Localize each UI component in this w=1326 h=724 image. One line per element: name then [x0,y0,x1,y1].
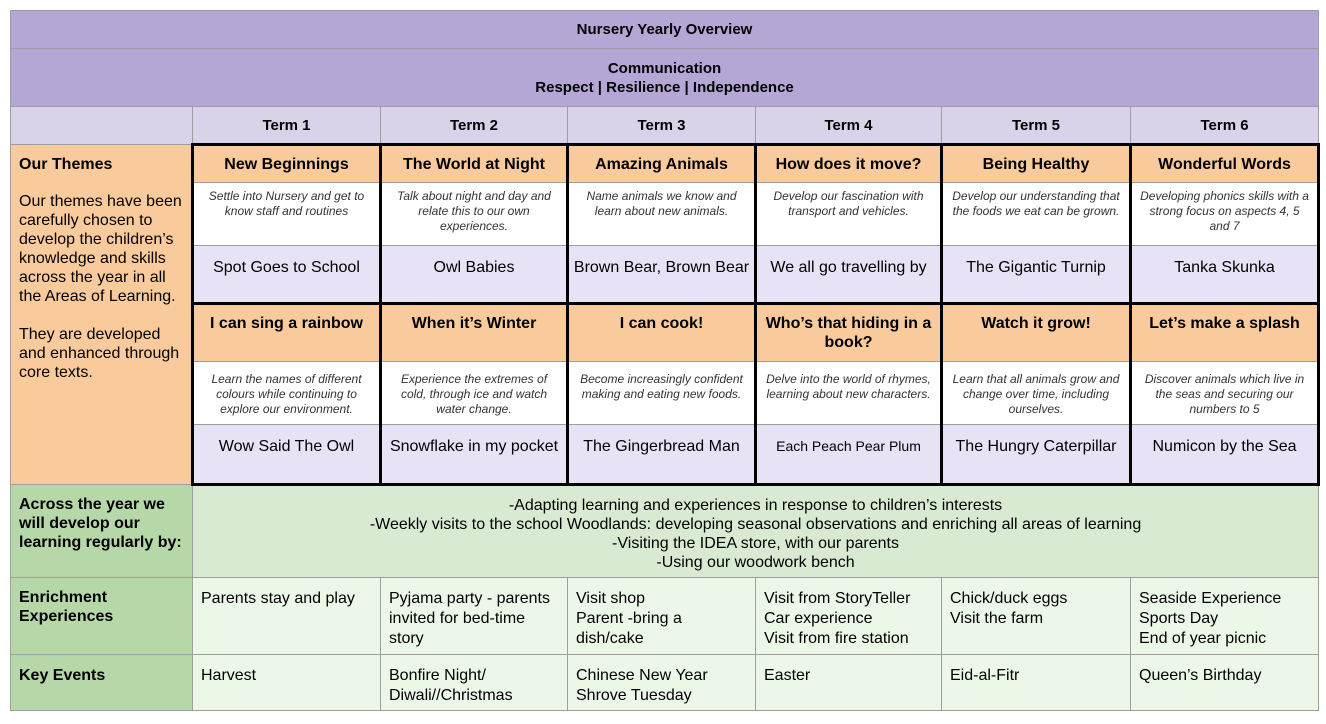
theme-name: Let’s make a splash [1131,304,1319,362]
enrichment-cell [756,578,942,655]
key-event-item: Eid-al-Fitr [950,667,1020,684]
term-header-1: Term 1 [193,107,381,145]
theme-name: How does it move? [756,145,942,183]
enrichment-item: Visit shop [576,590,646,607]
across-year-line: -Adapting learning and experiences in response to children’s interests [508,497,1003,514]
theme-description: Talk about night and day and relate this to our own experiences. [381,183,568,246]
term-header-2: Term 2 [381,107,568,145]
values-line-communication: Communication [607,59,722,77]
across-year-line: -Weekly visits to the school Woodlands: developing seasonal observations and enriching all areas of learning [369,516,1142,533]
enrichment-cell [193,578,381,655]
enrichment-cell [568,578,756,655]
theme-description: Delve into the world of rhymes, learning about new characters. [756,362,942,425]
across-year-label: Across the year we will develop our learning regularly by: [11,485,193,578]
term-header-3: Term 3 [568,107,756,145]
enrichment-item: End of year picnic [1139,630,1267,647]
key-event-item: Chinese New Year [576,667,708,684]
overview-table [10,10,1320,711]
key-event-cell [381,655,568,711]
enrichment-item: Parent -bring a dish/cake [576,610,682,647]
theme-name: I can cook! [568,304,756,362]
term-header-6: Term 6 [1131,107,1319,145]
across-year-list [193,485,1319,578]
core-text-book: We all go travelling by [756,246,942,304]
enrichment-label: Enrichment Experiences [11,578,193,655]
values-line-respect: Respect | Resilience | Independence [535,78,794,96]
key-events-label: Key Events [11,655,193,711]
theme-name: Who’s that hiding in a book? [756,304,942,362]
enrichment-item: Visit the farm [950,610,1044,627]
enrichment-item: Car experience [764,610,873,627]
core-text-book: The Gingerbread Man [568,425,756,485]
page-title: Nursery Yearly Overview [11,11,1319,49]
term-header-4: Term 4 [756,107,942,145]
key-event-item: Easter [764,667,811,684]
theme-description: Developing phonics skills with a strong focus on aspects 4, 5 and 7 [1131,183,1319,246]
themes-para-2: They are developed and enhanced through core texts. [19,326,180,381]
across-year-line: -Visiting the IDEA store, with our parents [612,535,899,552]
key-event-cell [756,655,942,711]
theme-description: Learn the names of different colours while continuing to explore our environment. [193,362,381,425]
theme-description: Name animals we know and learn about new animals. [568,183,756,246]
core-text-book: Brown Bear, Brown Bear [568,246,756,304]
enrichment-item: Pyjama party - parents invited for bed-time story [389,590,550,647]
key-event-item: Diwali//Christmas [389,687,513,704]
theme-description: Experience the extremes of cold, through ice and watch water change. [381,362,568,425]
enrichment-item: Visit from fire station [764,630,909,647]
enrichment-cell [942,578,1131,655]
key-event-item: Bonfire Night/ [389,667,486,684]
corner-cell [11,107,193,145]
themes-title: Our Themes [19,156,113,173]
across-year-line: -Using our woodwork bench [656,554,855,571]
enrichment-item: Sports Day [1139,610,1219,627]
key-event-item: Queen’s Birthday [1139,667,1262,684]
enrichment-item: Seaside Experience [1139,590,1282,607]
enrichment-item: Chick/duck eggs [950,590,1068,607]
theme-description: Develop our fascination with transport and vehicles. [756,183,942,246]
core-text-book: Each Peach Pear Plum [756,425,942,485]
theme-name: New Beginnings [193,145,381,183]
core-text-book: Snowflake in my pocket [381,425,568,485]
core-text-book: Wow Said The Owl [193,425,381,485]
term-header-5: Term 5 [942,107,1131,145]
key-event-cell [568,655,756,711]
themes-side-cell [11,145,193,485]
theme-name: When it’s Winter [381,304,568,362]
theme-name: Being Healthy [942,145,1131,183]
theme-description: Settle into Nursery and get to know staff and routines [193,183,381,246]
theme-name: Amazing Animals [568,145,756,183]
theme-description: Discover animals which live in the seas and securing our numbers to 5 [1131,362,1319,425]
core-text-book: The Hungry Caterpillar [942,425,1131,485]
key-event-item: Harvest [201,667,257,684]
themes-para-1: Our themes have been carefully chosen to develop the children’s knowledge and skills across the year in all the Areas of Learning. [19,193,182,305]
enrichment-item: Parents stay and play [201,590,355,607]
theme-description: Learn that all animals grow and change over time, including ourselves. [942,362,1131,425]
key-event-cell [1131,655,1319,711]
values-header [11,49,1319,107]
core-text-book: The Gigantic Turnip [942,246,1131,304]
enrichment-item: Visit from StoryTeller [764,590,911,607]
core-text-book: Spot Goes to School [193,246,381,304]
key-event-item: Shrove Tuesday [576,687,692,704]
core-text-book: Numicon by the Sea [1131,425,1319,485]
theme-description: Become increasingly confident making and eating new foods. [568,362,756,425]
theme-description: Develop our understanding that the foods we eat can be grown. [942,183,1131,246]
core-text-book: Owl Babies [381,246,568,304]
theme-name: I can sing a rainbow [193,304,381,362]
core-text-book: Tanka Skunka [1131,246,1319,304]
enrichment-cell [1131,578,1319,655]
theme-name: Wonderful Words [1131,145,1319,183]
key-event-cell [193,655,381,711]
theme-name: The World at Night [381,145,568,183]
key-event-cell [942,655,1131,711]
enrichment-cell [381,578,568,655]
theme-name: Watch it grow! [942,304,1131,362]
